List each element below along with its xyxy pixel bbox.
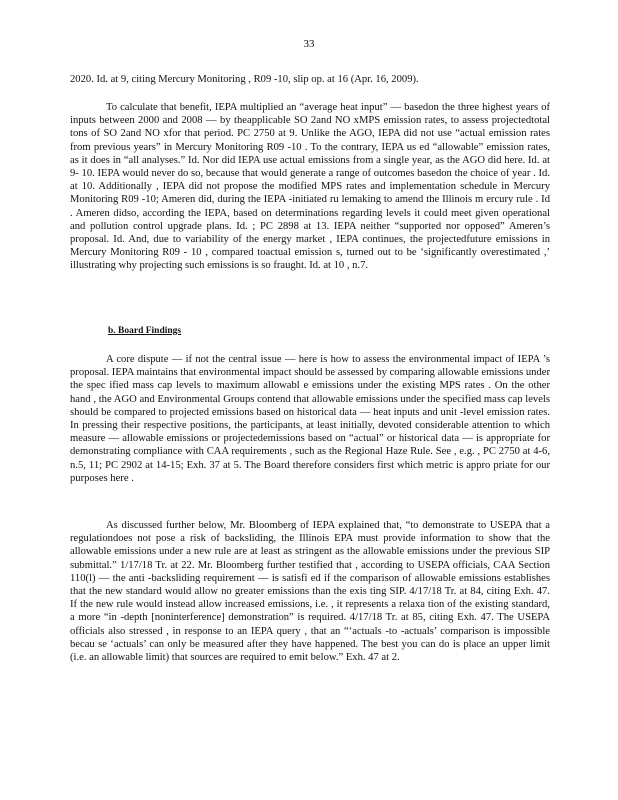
paragraph: As discussed further below, Mr. Bloomberg of IEPA explained that, “to demonstrate to USEPA that a regulationdoes not pose a risk of backsliding, the Illinois EPA must provide information to show that the allowable emissions under a new rule are at least as stringent as the allowable emissions under the previous SIP submittal.” 1/17/18 Tr. at 22. Mr. Bloomberg further testified that , according to USEPA officials, CAA Section 110(l) — the anti -backsliding requirement — is satisfi ed if the comparison of allowable emissions establishes that the new standard would allow no greater emissions than the exis ting SIP. 4/17/18 Tr. at 84, citing Exh. 47. If the new rule would instead allow increased emissions, i.e. , it represents a relaxa tion of the existing standard, a more “in -depth [noninterference] demonstration” is required. 4/17/18 Tr. at 85, citing Exh. 47. The USEPA officials also stressed , in response to an IEPA query , that an “‘actuals -to -actuals’ comparison is impossible becau se ‘actuals’ can only be measured after they have happened. The best you can do is place an upper limit (i.e. an allowable limit) that sources are required to emit below.” Exh. 47 at 2. xyxy=(70,520,550,664)
section-heading-board-findings: b. Board Findings xyxy=(108,326,182,336)
paragraph-iepa-calculation xyxy=(70,101,550,273)
paragraph: 2020. Id. at 9, citing Mercury Monitoring , R09 -10, slip op. at 16 (Apr. 16, 2009). xyxy=(70,74,419,85)
paragraph-core-dispute xyxy=(70,353,550,485)
paragraph: A core dispute — if not the central issue — here is how to assess the environmental impact of IEPA ’s proposal. IEPA maintains that environmental impact should be assessed by comparing allowable emissions under the spec ified mass cap levels to maximum allowabl e emissions under the existing MPS rates . On the other hand , the AGO and Environmental Groups contend that allowable emissions under the specified mass cap levels should be compared to projected emissions based on historical data — heat inputs and unit -level emission rates. In pressing their respective positions, the participants, at least initially, devoted considerable attention to which measure — allowable emissions or projectedemissions based on “actual” or historical data — is appropriate for demonstrating compliance with CAA requirements , such as the Regional Haze Rule. See , e.g. , PC 2750 at 4-6, n.5, 11; PC 2902 at 14-15; Exh. 37 at 5. The Board therefore considers first which metric is appro priate for our purposes here . xyxy=(70,354,550,484)
paragraph: To calculate that benefit, IEPA multiplied an “average heat input” — basedon the three highest years of inputs between 2000 and 2008 — by theapplicable SO 2and NO xMPS emission rates, to assess projectedtotal tons of SO 2and NO xfor that period. PC 2750 at 9. Unlike the AGO, IEPA did not use “actual emission rates from previous years” in Mercury Monitoring R09 -10 . To the contrary, IEPA us ed “allowable” emission rates, as it does in “all analyses.” Id. Nor did IEPA use actual emissions from a single year, as the AGO did here. Id. at 9- 10. IEPA would never do so, because that would generate a range of outcomes basedon the choice of year . Id. at 10. Additionally , IEPA did not propose the modified MPS rates and implementation schedule in Mercury Monitoring R09 -10; Ameren did, during the IEPA -initiated ru lemaking to amend the Illinois m ercury rule . Id . Ameren didso, according the IEPA, based on determinations regarding levels it could meet given operational and pollution control upgrade plans. Id. ; PC 2898 at 13. IEPA neither “supported nor opposed” Ameren’s proposal. Id. And, due to variability of the energy market , IEPA continues, the projectedfuture emissions in Mercury Monitoring R09 - 10 , compared toactual emission s, turned out to be ‘significantly overestimated ,’ illustrating why projecting such emissions is so fraught. Id. at 10 , n.7. xyxy=(70,102,550,272)
page-number: 33 xyxy=(303,38,315,50)
paragraph-bloomberg-testimony xyxy=(70,519,550,664)
paragraph-citation-continuation xyxy=(70,73,550,86)
